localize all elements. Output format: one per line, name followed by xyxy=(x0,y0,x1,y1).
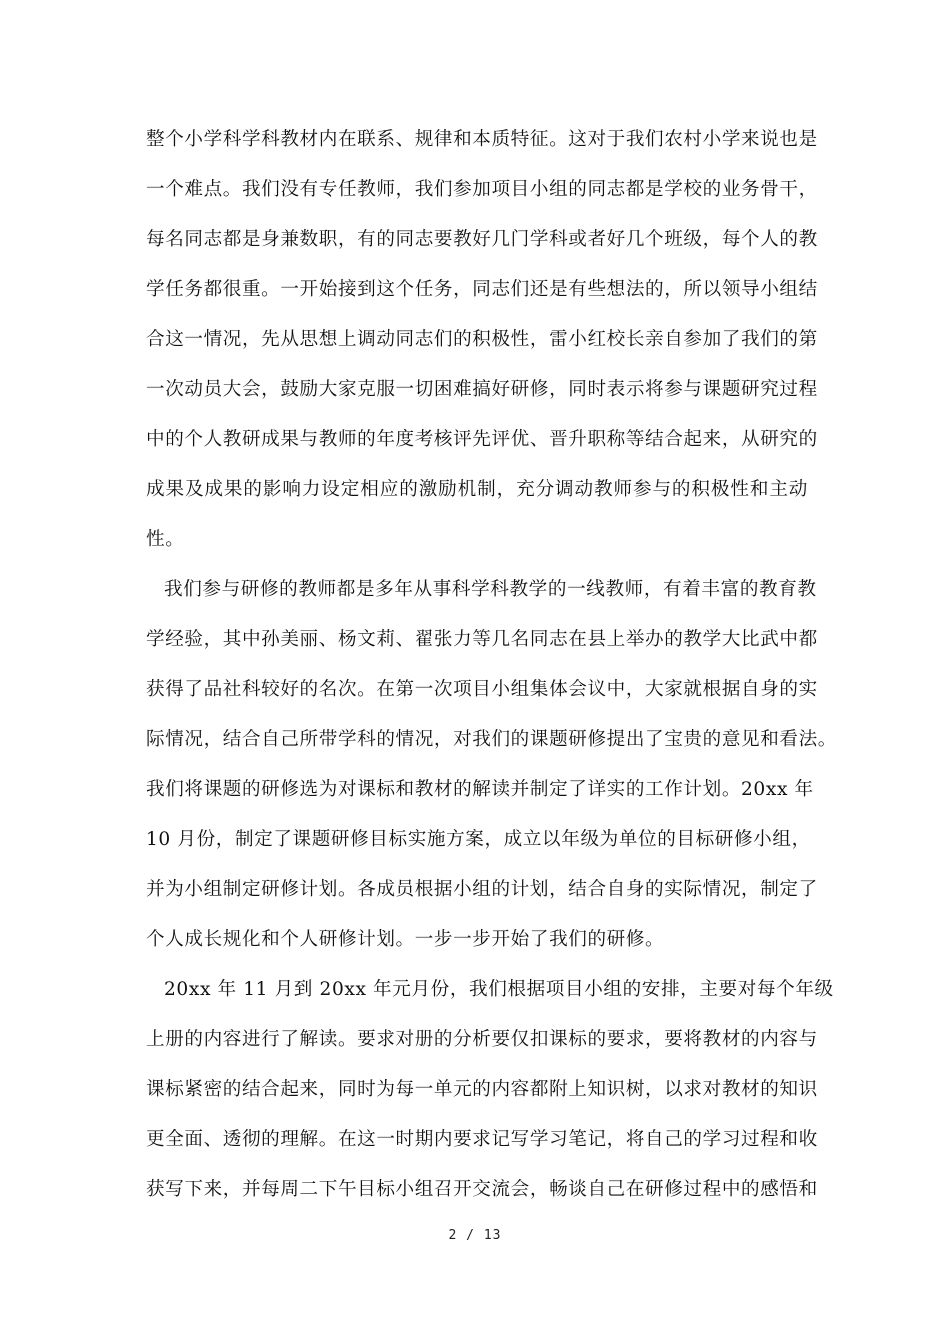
text-line: 一次动员大会，鼓励大家克服一切困难搞好研修，同时表示将参与课题研究过程 xyxy=(146,379,818,400)
text-line: 一个难点。我们没有专任教师，我们参加项目小组的同志都是学校的业务骨干， xyxy=(146,179,818,200)
text-line: 个人成长规化和个人研修计划。一步一步开始了我们的研修。 xyxy=(146,929,665,950)
text-line: 学任务都很重。一开始接到这个任务，同志们还是有些想法的，所以领导小组结 xyxy=(146,279,818,300)
text-line: 合这一情况，先从思想上调动同志们的积极性，雷小红校长亲自参加了我们的第 xyxy=(146,329,818,350)
text-line: 课标紧密的结合起来，同时为每一单元的内容都附上知识树，以求对教材的知识 xyxy=(146,1079,818,1100)
text-line: 学经验，其中孙美丽、杨文莉、翟张力等几名同志在县上举办的教学大比武中都 xyxy=(146,629,818,650)
text-line: 中的个人教研成果与教师的年度考核评先评优、晋升职称等结合起来，从研究的 xyxy=(146,429,818,450)
text-line: 每名同志都是身兼数职，有的同志要教好几门学科或者好几个班级，每个人的教 xyxy=(146,229,818,250)
text-line: 上册的内容进行了解读。要求对册的分析要仅扣课标的要求，要将教材的内容与 xyxy=(146,1029,818,1050)
text-line: 获得了品社科较好的名次。在第一次项目小组集体会议中，大家就根据自身的实 xyxy=(146,679,818,700)
text-line: 获写下来，并每周二下午目标小组召开交流会，畅谈自己在研修过程中的感悟和 xyxy=(146,1179,818,1200)
text-line: 整个小学科学科教材内在联系、规律和本质特征。这对于我们农村小学来说也是 xyxy=(146,129,818,150)
text-line: 并为小组制定研修计划。各成员根据小组的计划，结合自身的实际情况，制定了 xyxy=(146,879,818,900)
text-line: 20xx 年 11 月到 20xx 年元月份，我们根据项目小组的安排，主要对每个年级 xyxy=(164,979,834,1000)
page-number: 2 / 13 xyxy=(448,1228,502,1243)
text-line: 成果及成果的影响力设定相应的激励机制，充分调动教师参与的积极性和主动 xyxy=(146,479,808,500)
text-line: 我们参与研修的教师都是多年从事科学科教学的一线教师，有着丰富的教育教 xyxy=(164,579,817,600)
text-line: 际情况，结合自己所带学科的情况，对我们的课题研修提出了宝贵的意见和看法。 xyxy=(146,729,837,750)
text-line: 更全面、透彻的理解。在这一时期内要求记写学习笔记，将自己的学习过程和收 xyxy=(146,1129,818,1150)
text-line: 我们将课题的研修选为对课标和教材的解读并制定了详实的工作计划。20xx 年 xyxy=(146,779,814,800)
text-line: 10 月份，制定了课题研修目标实施方案，成立以年级为单位的目标研修小组， xyxy=(146,829,811,850)
text-line: 性。 xyxy=(146,529,185,550)
